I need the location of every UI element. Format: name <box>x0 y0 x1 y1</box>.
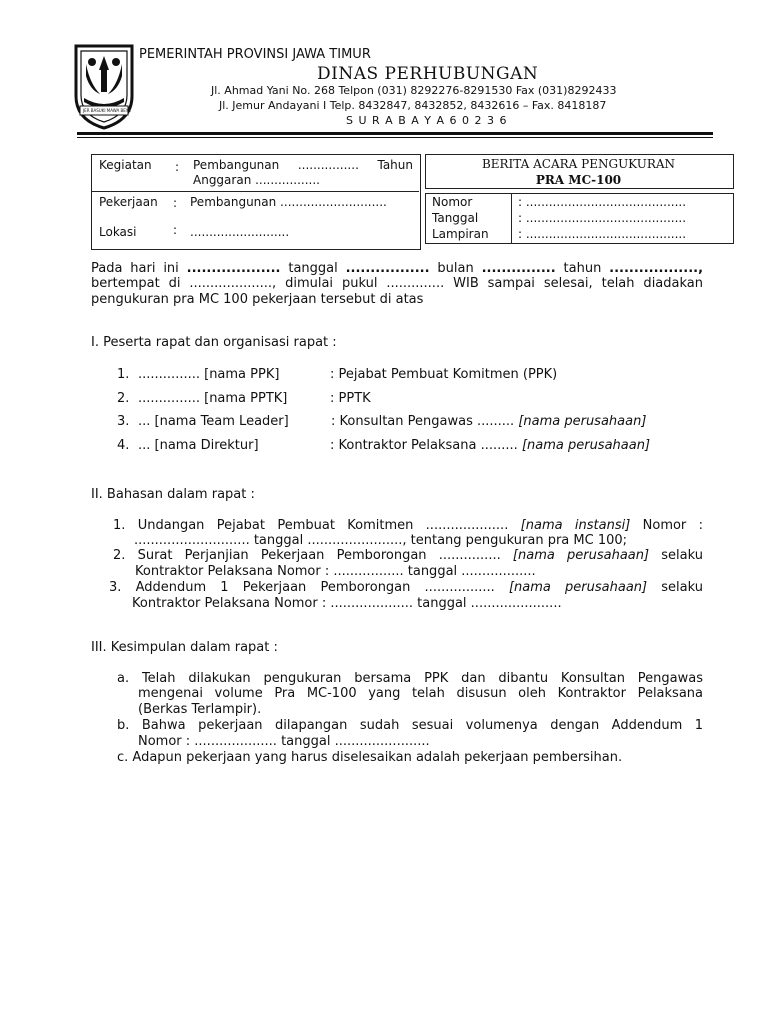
intro-text-a: Pada hari ini <box>91 261 187 276</box>
discussion-1-line-1 <box>113 518 703 533</box>
lokasi-value: .......................... <box>190 225 290 239</box>
document-title-line-2: PRA MC-100 <box>535 173 622 187</box>
pekerjaan-label: Pekerjaan <box>99 195 158 209</box>
address-line-2: Jl. Jemur Andayani I Telp. 8432847, 8432852, 8432616 – Fax. 8418187 <box>219 99 607 112</box>
participant-4-role-text: : Kontraktor Pelaksana ......... <box>330 438 518 453</box>
intro-line-1 <box>91 261 703 276</box>
project-info-divider <box>92 191 419 192</box>
intro-text-b: tanggal <box>280 261 346 276</box>
discussion-2-selaku: selaku <box>661 548 703 563</box>
lampiran-label: Lampiran <box>432 227 489 241</box>
section-1-heading: I. Peserta rapat dan organisasi rapat : <box>91 335 337 350</box>
lokasi-label: Lokasi <box>99 225 137 239</box>
participant-3-role-text: : Konsultan Pengawas ......... <box>331 414 515 429</box>
intro-text-d: tahun <box>555 261 610 276</box>
intro-dots-date: ................. <box>345 261 430 276</box>
nomor-label: Nomor <box>432 195 473 209</box>
discussion-1-line-2: ............................ tanggal ......................., tentang pengukuran pra MC 100; <box>134 533 628 548</box>
header-rule-thin <box>77 137 713 138</box>
conclusion-a-line-1: a. Telah dilakukan pengukuran bersama PPK dan dibantu Konsultan Pengawas <box>117 671 703 686</box>
kegiatan-label: Kegiatan <box>99 158 152 172</box>
intro-dots-month: ............... <box>481 261 556 276</box>
discussion-2-line-1 <box>113 548 703 563</box>
discussion-1-nomor: Nomor : <box>642 518 703 533</box>
lokasi-colon: : <box>173 223 178 237</box>
agency-name: DINAS PERHUBUNGAN <box>317 64 539 84</box>
participant-3-name: ... [nama Team Leader] <box>138 414 289 429</box>
participant-4-name: ... [nama Direktur] <box>138 438 259 453</box>
participant-3-company: [nama perusahaan] <box>518 414 647 429</box>
participant-2-num: 2. <box>117 391 130 406</box>
address-line-1: Jl. Ahmad Yani No. 268 Telpon (031) 8292276-8291530 Fax (031)8292433 <box>211 84 617 97</box>
intro-text-c: bulan <box>429 261 482 276</box>
section-3-heading: III. Kesimpulan dalam rapat : <box>91 640 278 655</box>
kegiatan-value-2: Anggaran ................. <box>193 173 320 187</box>
conclusion-b-line-2: Nomor : .................... tanggal ....................... <box>138 734 430 749</box>
participant-3-num: 3. <box>117 414 130 429</box>
document-title-line-1: BERITA ACARA PENGUKURAN <box>481 157 676 171</box>
participant-1-role: : Pejabat Pembuat Komitmen (PPK) <box>330 367 558 382</box>
participant-2-name: ............... [nama PPTK] <box>138 391 288 406</box>
participant-3-role <box>331 414 646 429</box>
government-name: PEMERINTAH PROVINSI JAWA TIMUR <box>139 47 371 62</box>
discussion-1-instansi: [nama instansi] <box>520 518 631 533</box>
participant-2-role: : PPTK <box>330 391 371 406</box>
participant-4-role <box>330 438 650 453</box>
discussion-3-text: 3. Addendum 1 Pekerjaan Pemborongan ................. <box>109 580 495 595</box>
intro-line-2: bertempat di ...................., dimulai pukul .............. WIB sampai selesai, telah diadakan <box>91 276 703 291</box>
province-logo <box>70 40 138 130</box>
logo-motto: JER BASUKI MAWA BEYA <box>83 108 131 113</box>
discussion-2-line-2: Kontraktor Pelaksana Nomor : ................. tanggal .................. <box>135 564 536 579</box>
participant-1-num: 1. <box>117 367 130 382</box>
discussion-3-company: [nama perusahaan] <box>508 580 648 595</box>
city-postcode: S U R A B A Y A 6 0 2 3 6 <box>346 114 508 127</box>
discussion-2-company: [nama perusahaan] <box>512 548 650 563</box>
discussion-3-selaku: selaku <box>661 580 703 595</box>
nomor-value: : .......................................... <box>518 195 687 209</box>
lampiran-value: : .......................................... <box>518 227 687 241</box>
discussion-3-line-1 <box>109 580 703 595</box>
conclusion-b-line-1: b. Bahwa pekerjaan dilapangan sudah sesuai volumenya dengan Addendum 1 <box>117 718 703 733</box>
section-2-heading: II. Bahasan dalam rapat : <box>91 487 255 502</box>
kegiatan-colon: : <box>175 160 180 174</box>
intro-dots-day: ................... <box>186 261 281 276</box>
discussion-1-text: 1. Undangan Pejabat Pembuat Komitmen .................... <box>113 518 509 533</box>
intro-line-3: pengukuran pra MC 100 pekerjaan tersebut di atas <box>91 292 424 307</box>
discussion-2-text: 2. Surat Perjanjian Pekerjaan Pemborongan ............... <box>113 548 501 563</box>
pekerjaan-value: Pembangunan ............................ <box>190 195 387 209</box>
meta-divider <box>511 194 512 243</box>
pekerjaan-colon: : <box>173 196 178 210</box>
kegiatan-value-1: Pembangunan ................ Tahun <box>193 158 413 172</box>
participant-4-num: 4. <box>117 438 130 453</box>
discussion-3-line-2: Kontraktor Pelaksana Nomor : .................... tanggal ...................... <box>132 596 562 611</box>
participant-4-company: [nama perusahaan] <box>521 438 651 453</box>
tanggal-value: : .......................................... <box>518 211 687 225</box>
participant-1-name: ............... [nama PPK] <box>138 367 280 382</box>
header-rule-thick <box>77 132 713 135</box>
conclusion-a-line-3: (Berkas Terlampir). <box>138 702 262 717</box>
intro-dots-year: .................., <box>609 261 704 276</box>
tanggal-label: Tanggal <box>432 211 479 225</box>
conclusion-a-line-2: mengenai volume Pra MC-100 yang telah disusun oleh Kontraktor Pelaksana <box>138 686 703 701</box>
conclusion-c-line-1: c. Adapun pekerjaan yang harus diselesaikan adalah pekerjaan pembersihan. <box>117 750 623 765</box>
